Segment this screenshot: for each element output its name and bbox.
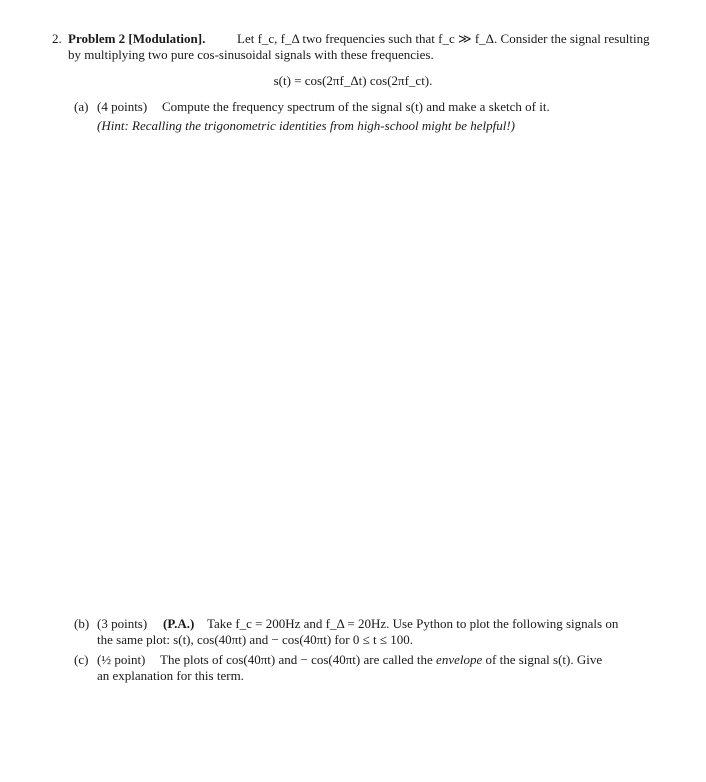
part-c-label: (c) bbox=[74, 652, 89, 667]
part-b-line2: the same plot: s(t), cos(40πt) and − cos(40πt) for 0 ≤ t ≤ 100. bbox=[97, 632, 413, 647]
problem-title: Problem 2 [Modulation]. bbox=[68, 31, 206, 46]
part-a-label: (a) bbox=[74, 99, 89, 114]
part-b-line1: Take f_c = 200Hz and f_Δ = 20Hz. Use Python to plot the following signals on bbox=[207, 616, 619, 631]
part-c-envelope-term: envelope bbox=[436, 652, 483, 667]
problem-number: 2. bbox=[52, 31, 62, 46]
part-c-line1-post: of the signal s(t). Give bbox=[485, 652, 603, 667]
part-c-line1 bbox=[160, 652, 602, 668]
part-c-line2: an explanation for this term. bbox=[97, 668, 244, 683]
part-b-points: (3 points) bbox=[97, 616, 148, 631]
problem-intro-line2: by multiplying two pure cos-sinusoidal signals with these frequencies. bbox=[68, 47, 434, 62]
problem-intro-line1: Let f_c, f_Δ two frequencies such that f_c ≫ f_Δ. Consider the signal resulting bbox=[237, 31, 650, 46]
part-a-text: Compute the frequency spectrum of the signal s(t) and make a sketch of it. bbox=[162, 99, 550, 114]
part-c-line1-pre: The plots of cos(40πt) and − cos(40πt) are called the bbox=[160, 652, 433, 667]
part-b-label: (b) bbox=[74, 616, 90, 631]
part-a-points: (4 points) bbox=[97, 99, 148, 114]
part-c-points: (½ point) bbox=[97, 652, 146, 667]
part-a-hint: (Hint: Recalling the trigonometric identities from high-school might be helpful!) bbox=[97, 118, 515, 133]
signal-equation: s(t) = cos(2πf_Δt) cos(2πf_ct). bbox=[273, 73, 433, 88]
part-b-tag: (P.A.) bbox=[163, 616, 195, 631]
